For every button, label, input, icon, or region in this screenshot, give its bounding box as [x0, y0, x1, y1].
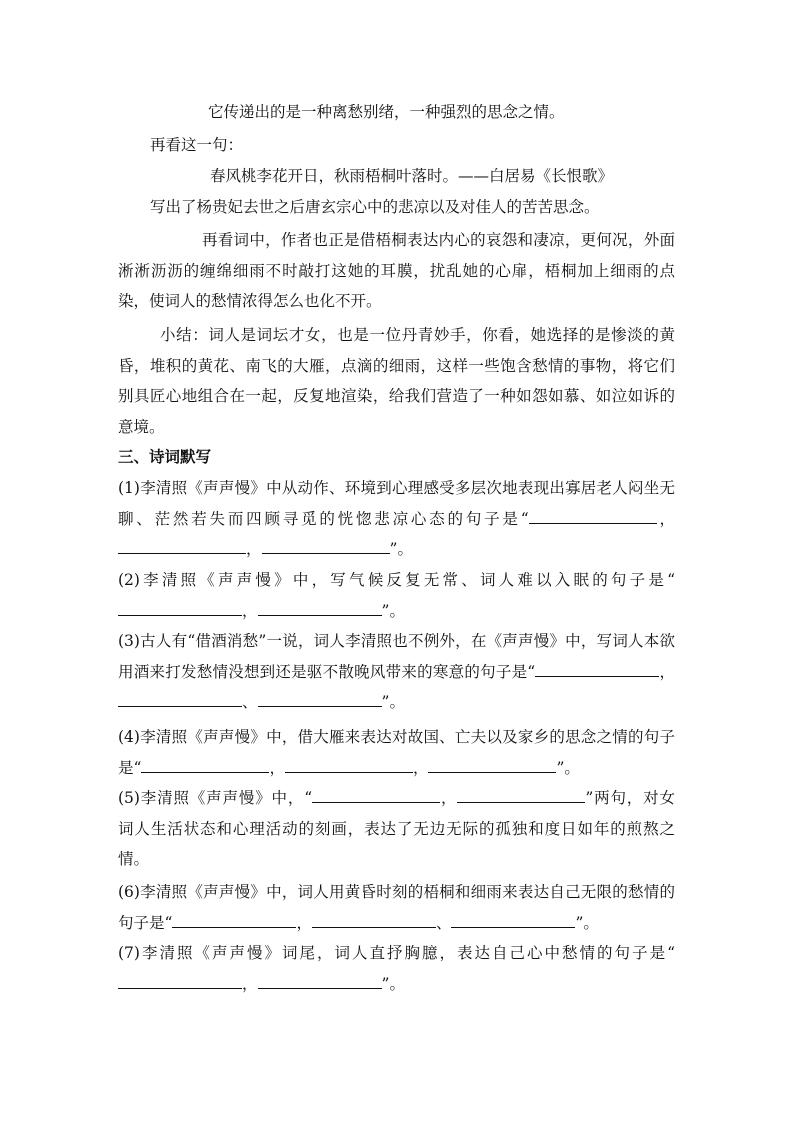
analysis-line: 写出了杨贵妃去世之后唐玄宗心中的悲凉以及对佳人的苦苦思念。 — [150, 198, 600, 216]
question-text: (5)李清照《声声慢》中，“ — [118, 789, 313, 807]
question-suffix: ”两句，对女词人生活状态和心理活动的刻画，表达了无边无际的孤独和度日如年的煎熬之情。 — [118, 789, 675, 868]
question-suffix: ”。 — [575, 913, 599, 932]
question-suffix: ”。 — [381, 601, 405, 620]
answer-blank[interactable] — [258, 601, 382, 616]
analysis-line: 它传递出的是一种离愁别绪，一种强烈的思念之情。 — [208, 103, 565, 121]
question-3 — [118, 626, 675, 718]
answer-blank[interactable] — [172, 913, 296, 928]
poem-quote: 春风桃李花开日，秋雨梧桐叶落时。——白居易《长恨歌》 — [210, 167, 614, 185]
question-text: (4)李清照《声声慢》中，借大雁来表达对故国、亡夫以及家乡的思念之情的句子是“ — [118, 728, 675, 777]
separator: 、 — [242, 693, 258, 711]
separator: 、 — [435, 913, 452, 932]
section-heading: 三、诗词默写 — [118, 448, 212, 466]
answer-blank[interactable] — [285, 758, 413, 773]
question-suffix: ”。 — [381, 693, 405, 711]
separator: ， — [656, 509, 675, 528]
question-text: (6)李清照《声声慢》中，词人用黄昏时刻的梧桐和细雨来表达自己无限的愁情的句子是“ — [118, 883, 675, 932]
question-text: (7)李清照《声声慢》词尾，词人直抒胸臆，表达自己心中愁情的句子是“ — [118, 944, 675, 962]
separator: ， — [412, 758, 429, 777]
answer-blank[interactable] — [529, 509, 657, 524]
question-text: (3)古人有“借酒消愁”一说，词人李清照也不例外，在《声声慢》中，写词人本欲用酒来打发愁情没想到还是驱不散晚风带来的寒意的句子是“ — [118, 632, 675, 681]
answer-blank[interactable] — [118, 692, 242, 707]
separator: ， — [242, 974, 258, 993]
answer-blank[interactable] — [428, 758, 556, 773]
question-5 — [118, 783, 675, 875]
question-1 — [118, 473, 675, 565]
answer-blank[interactable] — [262, 539, 390, 554]
answer-blank[interactable] — [118, 974, 242, 989]
answer-blank[interactable] — [451, 913, 575, 928]
separator: ， — [440, 789, 458, 807]
answer-blank[interactable] — [312, 913, 436, 928]
answer-blank[interactable] — [312, 788, 440, 803]
separator: ， — [242, 601, 258, 620]
question-text: (1)李清照《声声慢》中从动作、环境到心理感受多层次地表现出寡居老人闷坐无聊、茫然若失而四顾寻觅的恍惚悲凉心态的句子是“ — [118, 479, 675, 528]
question-2 — [118, 565, 675, 626]
question-7 — [118, 938, 675, 999]
analysis-line: 再看这一句： — [150, 136, 244, 154]
separator: ， — [246, 540, 262, 558]
question-suffix: ”。 — [556, 758, 580, 777]
analysis-paragraph: 再看词中，作者也正是借梧桐表达内心的哀怨和凄凉，更何况，外面淅淅沥沥的缠绵细雨不时敲打这她的耳膜，扰乱她的心扉，梧桐加上细雨的点染，使词人的愁情浓得怎么也化不开。 — [118, 231, 675, 310]
answer-blank[interactable] — [118, 539, 246, 554]
answer-blank[interactable] — [141, 758, 269, 773]
separator: ， — [296, 913, 312, 932]
separator: ， — [269, 758, 285, 777]
question-text: (2)李清照《声声慢》中，写气候反复无常、词人难以入眠的句子是“ — [118, 571, 675, 589]
separator: ， — [659, 662, 675, 681]
question-4 — [118, 722, 675, 783]
question-suffix: ”。 — [381, 974, 405, 993]
question-suffix: ”。 — [389, 540, 413, 558]
answer-blank[interactable] — [258, 692, 382, 707]
answer-blank[interactable] — [457, 788, 585, 803]
answer-blank[interactable] — [258, 974, 382, 989]
answer-blank[interactable] — [535, 662, 659, 677]
answer-blank[interactable] — [118, 601, 242, 616]
question-6 — [118, 877, 675, 938]
summary-paragraph: 小结：词人是词坛才女，也是一位丹青妙手，你看，她选择的是惨淡的黄昏，堆积的黄花、南飞的大雁，点滴的细雨，这样一些饱含愁情的事物，将它们别具匠心地组合在一起，反复地渲染，给我们营造了一种如怨如慕、如泣如诉的意境。 — [118, 326, 675, 436]
